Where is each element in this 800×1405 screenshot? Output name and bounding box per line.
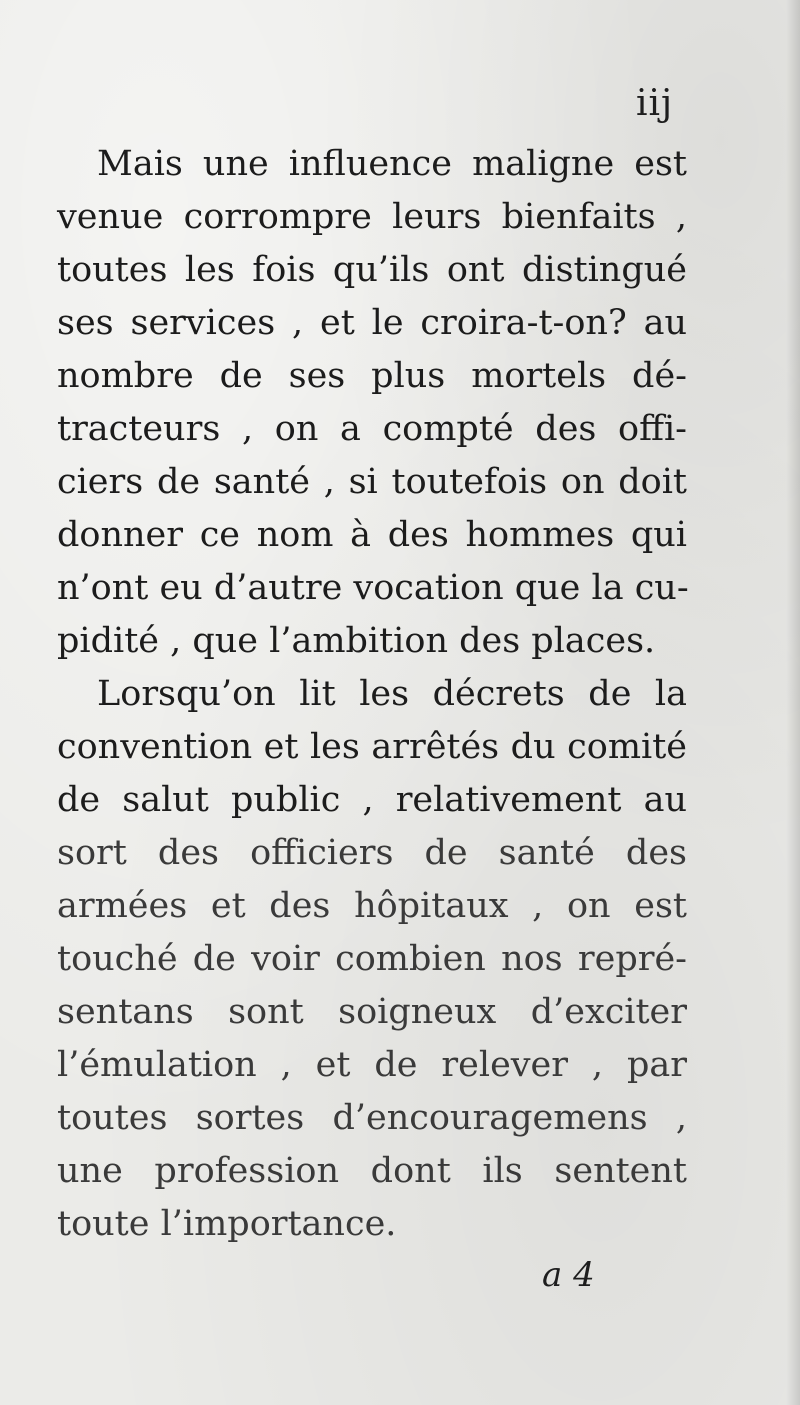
text-line: ciers de santé , si toutefois on doit: [57, 462, 687, 502]
text-line: venue corrompre leurs bienfaits ,: [57, 197, 687, 237]
text-line: toutes les fois qu’ils ont distingué: [57, 250, 687, 290]
text-line: l’émulation , et de relever , par: [57, 1045, 687, 1085]
text-line: toutes sortes d’encouragemens ,: [57, 1098, 687, 1138]
body-text: [57, 138, 687, 1251]
text-line: armées et des hôpitaux , on est: [57, 886, 687, 926]
text-line: toute l’importance.: [57, 1204, 397, 1244]
text-line: ses services , et le croira-t-on? au: [57, 303, 687, 343]
text-line: touché de voir combien nos repré-: [57, 939, 687, 979]
text-line: n’ont eu d’autre vocation que la cu-: [57, 568, 689, 608]
text-line: donner ce nom à des hommes qui: [57, 515, 687, 555]
text-line: sentans sont soigneux d’exciter: [57, 992, 687, 1032]
text-line: nombre de ses plus mortels dé-: [57, 356, 687, 396]
text-line: convention et les arrêtés du comité: [57, 727, 687, 767]
text-line: pidité , que l’ambition des places.: [57, 621, 656, 661]
text-line: de salut public , relativement au: [57, 780, 687, 820]
text-line: sort des officiers de santé des: [57, 833, 687, 873]
text-line: tracteurs , on a compté des offi-: [57, 409, 687, 449]
page-number: iij: [636, 83, 674, 124]
page-edge-shadow: [786, 0, 800, 1405]
text-line: une profession dont ils sentent: [57, 1151, 687, 1191]
signature-mark: a 4: [542, 1255, 595, 1295]
text-line: Lorsqu’on lit les décrets de la: [97, 674, 687, 714]
text-line: Mais une influence maligne est: [97, 144, 687, 184]
